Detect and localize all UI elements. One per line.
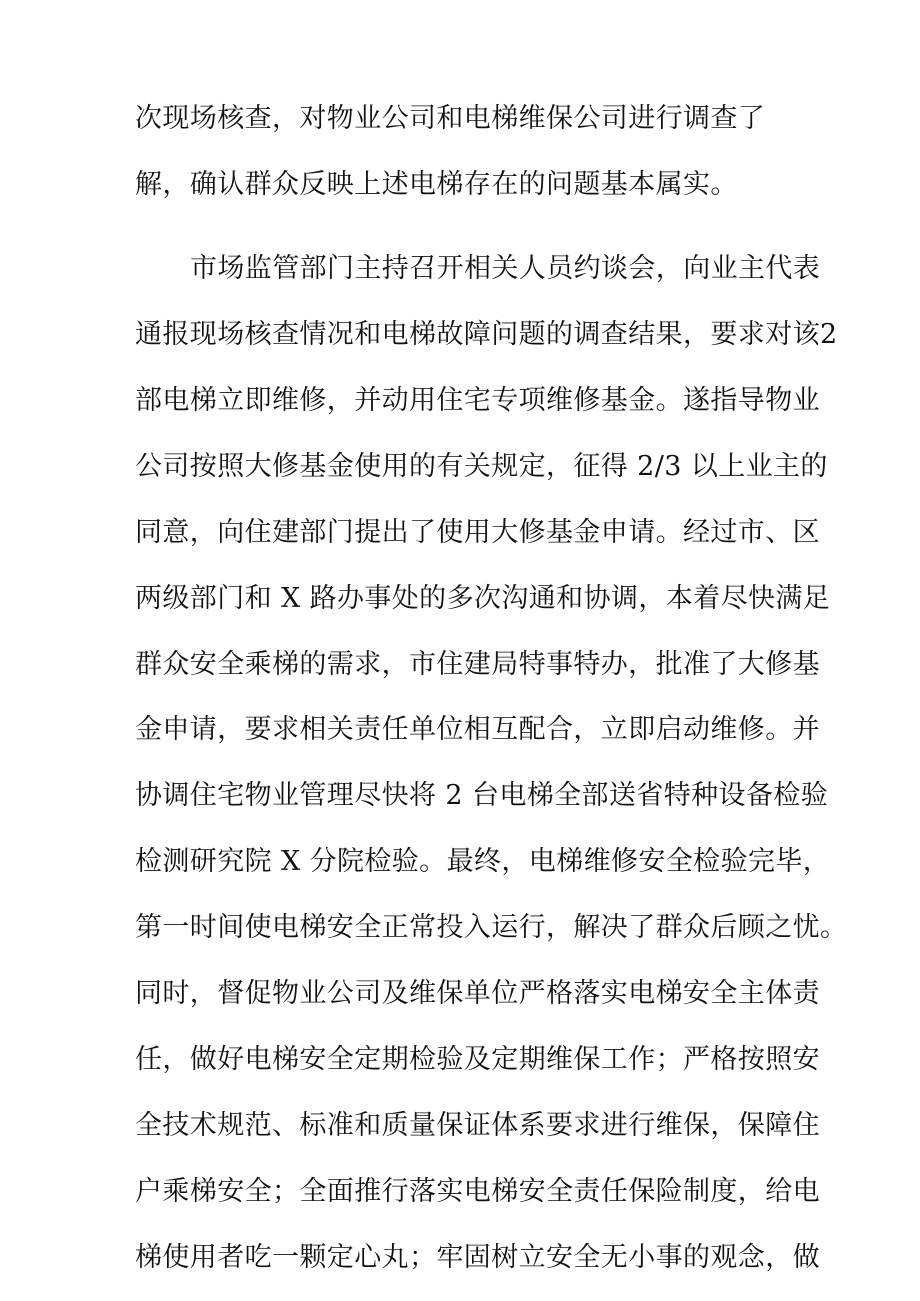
text-line: 次现场核查，对物业公司和电梯维保公司进行调查了 bbox=[135, 103, 766, 134]
text-line: 同意，向住建部门提出了使用大修基金申请。经过市、区 bbox=[135, 517, 820, 548]
text-line: 通报现场核查情况和电梯故障问题的调查结果，要求对该2 bbox=[135, 319, 838, 350]
text-line: 解，确认群众反映上述电梯存在的问题基本属实。 bbox=[135, 169, 738, 200]
text-line: 部电梯立即维修，并动用住宅专项维修基金。遂指导物业 bbox=[135, 385, 820, 416]
text-line: 检测研究院 X 分院检验。最终，电梯维修安全检验完毕， bbox=[135, 846, 831, 877]
text-line: 金申请，要求相关责任单位相互配合，立即启动维修。并 bbox=[135, 714, 820, 745]
text-line: 公司按照大修基金使用的有关规定，征得 2/3 以上业主的 bbox=[135, 451, 828, 482]
text-line: 第一时间使电梯安全正常投入运行，解决了群众后顾之忧。 bbox=[135, 912, 848, 943]
text-line: 群众安全乘梯的需求，市住建局特事特办，批准了大修基 bbox=[135, 649, 820, 680]
text-line: 两级部门和 X 路办事处的多次沟通和协调，本着尽快满足 bbox=[135, 583, 831, 614]
text-line: 协调住宅物业管理尽快将 2 台电梯全部送省特种设备检验 bbox=[135, 780, 829, 811]
text-line: 同时，督促物业公司及维保单位严格落实电梯安全主体责 bbox=[135, 978, 820, 1009]
text-line: 市场监管部门主持召开相关人员约谈会，向业主代表 bbox=[190, 253, 821, 284]
text-line: 户乘梯安全；全面推行落实电梯安全责任保险制度，给电 bbox=[135, 1176, 820, 1207]
text-line: 梯使用者吃一颗定心丸；牢固树立安全无小事的观念，做 bbox=[135, 1242, 820, 1273]
text-line: 任，做好电梯安全定期检验及定期维保工作；严格按照安 bbox=[135, 1044, 820, 1075]
text-line: 全技术规范、标准和质量保证体系要求进行维保，保障住 bbox=[135, 1110, 820, 1141]
